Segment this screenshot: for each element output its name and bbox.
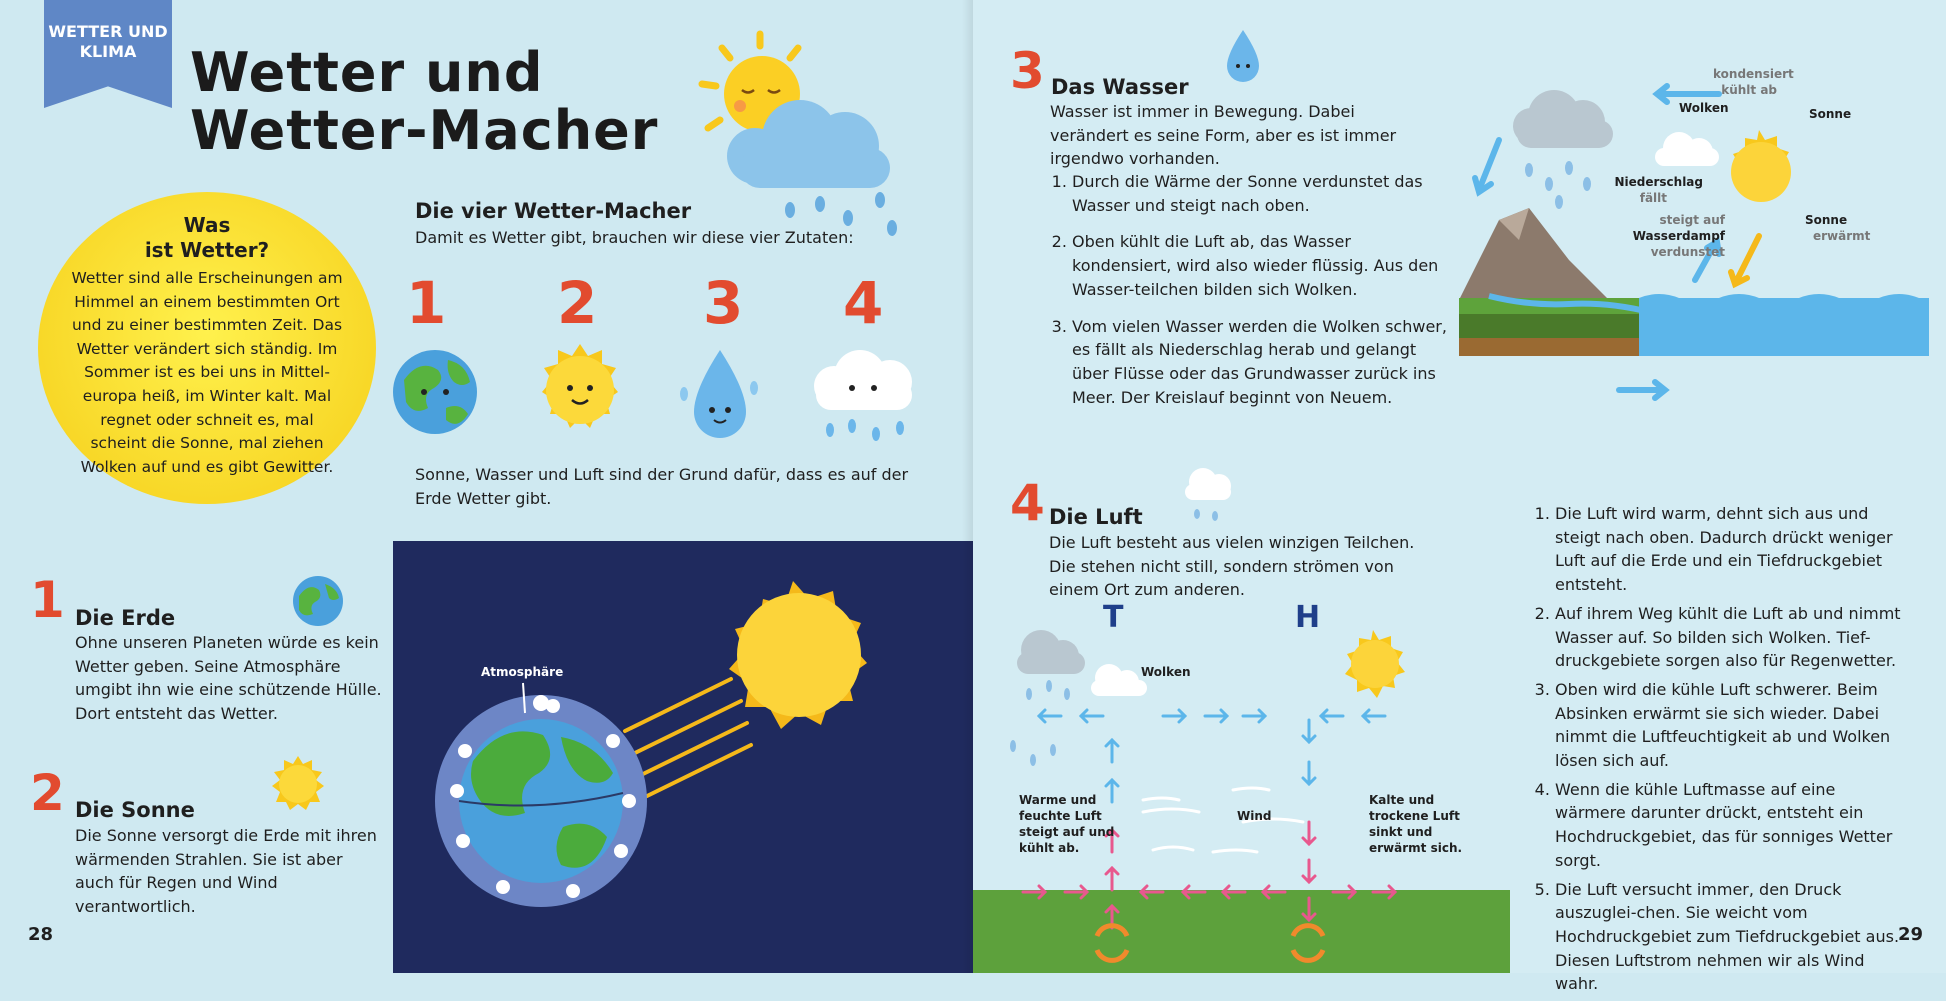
grey-rain-cloud	[1513, 90, 1613, 148]
maker-number-3: 3	[703, 269, 744, 337]
cycle-label-verdunstet: verdunstet	[1650, 245, 1725, 259]
earth-number: 1	[30, 571, 65, 629]
cloud-icon	[814, 350, 912, 441]
page-title	[190, 41, 659, 162]
sea	[1639, 298, 1929, 356]
earth-with-atmosphere	[435, 695, 647, 907]
info-heading-line-1: Was	[183, 213, 231, 237]
air-step-1: 1. Die Luft wird warm, dehnt sich aus und steigt nach oben. Dadurch drückt weniger Luft auf die Erde und ein Tiefdruckgebiet entsteht.	[1555, 502, 1905, 597]
page-title-line-2: Wetter-Macher	[190, 99, 659, 162]
space-illustration	[393, 541, 973, 973]
cycle-label-faellt: fällt	[1639, 191, 1667, 205]
earth-icon	[289, 570, 347, 628]
water-step-3: 3. Vom vielen Wasser werden die Wolken schwer, es fällt als Niederschlag herab und gelangt über Flüsse oder das Grundwasser zurück ins Meer. Der Kreislauf beginnt von Neuem.	[1072, 315, 1450, 410]
section-ribbon-label: WETTER UND KLIMA	[48, 22, 168, 61]
makers-outro: Sonne, Wasser und Luft sind der Grund dafür, dass es auf der Erde Wetter gibt.	[415, 465, 909, 508]
cycle-label-sonne-2: Sonne	[1805, 213, 1848, 227]
air-steps	[1535, 502, 1905, 1001]
left-page	[0, 0, 973, 973]
air-step-4: 4. Wenn die kühle Luftmasse auf eine wärmere darunter drückt, entsteht ein Hochdruckgebiet, das für sonniges Wetter sorgt.	[1555, 778, 1905, 873]
space-scene	[393, 541, 973, 973]
maker-number-4: 4	[843, 269, 884, 337]
white-cloud	[1091, 664, 1147, 696]
air-label-cold: Kalte und trockene Luft sinkt und erwärmt sich.	[1369, 793, 1463, 855]
maker-number-1: 1	[406, 269, 447, 337]
sun-icon	[266, 752, 330, 816]
cycle-label-steigt-auf: steigt auf	[1659, 213, 1725, 227]
right-page	[973, 0, 1946, 994]
atmosphere-label: Atmosphäre	[481, 665, 564, 679]
mountain	[1459, 208, 1609, 300]
cycle-label-wolken: Wolken	[1679, 101, 1729, 115]
wind-lines	[1143, 788, 1303, 852]
water-intro: Wasser ist immer in Bewegung. Dabei verändert es seine Form, aber es ist immer irgendwo vorhanden.	[1050, 102, 1397, 168]
cloud-icon	[1171, 458, 1241, 528]
cycle-label-wasserdampf: Wasserdampf	[1632, 229, 1725, 243]
cycle-label-erwaermt: erwärmt	[1813, 229, 1871, 243]
page-title-line-1: Wetter und	[190, 41, 544, 104]
water-heading: Das Wasser	[1051, 75, 1189, 99]
air-heading: Die Luft	[1049, 505, 1143, 529]
water-step-1: 1. Durch die Wärme der Sonne verdunstet das Wasser und steigt nach oben.	[1072, 170, 1450, 217]
air-intro: Die Luft besteht aus vielen winzigen Teilchen. Die stehen nicht still, sondern strömen von einem Ort zum anderen.	[1049, 533, 1415, 599]
sun-number: 2	[30, 764, 65, 822]
air-label-wolken: Wolken	[1141, 665, 1191, 679]
grey-rain-cloud	[1017, 630, 1085, 674]
earth-icon	[393, 350, 477, 434]
low-pressure-label: T	[1103, 600, 1124, 635]
sun-icon	[1345, 630, 1405, 698]
sun-icon	[1731, 130, 1791, 202]
air-label-wind: Wind	[1237, 809, 1272, 823]
high-pressure-label: H	[1295, 600, 1321, 635]
cycle-label-sonne: Sonne	[1809, 107, 1852, 121]
sun-text: Die Sonne versorgt die Erde mit ihren wärmenden Strahlen. Sie ist aber auch für Regen und Wind verantwortlich.	[75, 826, 377, 916]
top-air-arrows	[1039, 710, 1385, 802]
white-cloud	[1655, 132, 1719, 166]
info-heading-line-2: ist Wetter?	[144, 238, 270, 262]
makers-heading: Die vier Wetter-Macher	[415, 199, 692, 223]
air-number: 4	[1010, 474, 1045, 532]
air-pressure-diagram	[993, 590, 1513, 973]
cycle-label-niederschlag: Niederschlag	[1614, 175, 1703, 189]
air-label-warm: Warme und feuchte Luft steigt auf und kühlt ab.	[1019, 793, 1115, 855]
sun-icon	[542, 344, 618, 428]
info-text: Wetter sind alle Erscheinungen am Himmel an einem bestimmten Ort und zu einer bestimmten Zeit. Das Wetter verändert sich ständig. Im Sommer ist es bei uns in Mittel-europa heiß, im Winter kalt. Mal regnet oder schneit es, mal scheint die Sonne, mal ziehen Wolken auf und es gibt Gewitter.	[71, 269, 343, 476]
air-step-3: 3. Oben wird die kühle Luft schwerer. Beim Absinken erwärmt sie sich wieder. Dabei nimmt die Luftfeuchtigkeit ab und Wolken lösen sich auf.	[1555, 678, 1905, 773]
sun-cloud-illustration	[680, 28, 930, 248]
makers-intro: Damit es Wetter gibt, brauchen wir diese vier Zutaten:	[415, 228, 854, 247]
earth-text: Ohne unseren Planeten würde es kein Wetter geben. Seine Atmosphäre umgibt ihn wie eine schützende Hülle. Dort entsteht das Wetter.	[75, 633, 382, 723]
earth-heading: Die Erde	[75, 606, 176, 630]
page-number-left: 28	[28, 924, 54, 945]
maker-number-2: 2	[557, 269, 598, 337]
info-heading	[38, 213, 376, 263]
cycle-arrows-orange	[1097, 926, 1323, 961]
air-step-2: 2. Auf ihrem Weg kühlt die Luft ab und nimmt Wasser auf. So bilden sich Wolken. Tief-druckgebiete sorgen also für Regenwetter.	[1555, 602, 1905, 673]
page-number-right: 29	[1898, 924, 1924, 945]
makers-icons	[390, 330, 920, 450]
air-step-5: 5. Die Luft versucht immer, den Druck auszuglei-chen. Sie weicht vom Hochdruckgebiet zum Tiefdruckgebiet aus. Diesen Luftstrom nehmen wir als Wind wahr.	[1555, 878, 1905, 997]
water-drop-icon	[1223, 24, 1263, 84]
rain-drops	[1525, 161, 1591, 209]
cycle-label-kuehlt-ab: kühlt ab	[1721, 83, 1777, 97]
sun-icon	[729, 581, 867, 729]
cycle-label-kondensiert: kondensiert	[1713, 67, 1794, 81]
sun-warm-arrow	[1731, 236, 1759, 284]
water-drop-icon	[680, 350, 758, 438]
water-number: 3	[1010, 42, 1045, 100]
water-step-2: 2. Oben kühlt die Luft ab, das Wasser kondensiert, wird also wieder flüssig. Aus den Wasser-teilchen bilden sich Wolken.	[1072, 230, 1450, 301]
water-steps	[1050, 170, 1450, 422]
sun-heading: Die Sonne	[75, 798, 195, 822]
